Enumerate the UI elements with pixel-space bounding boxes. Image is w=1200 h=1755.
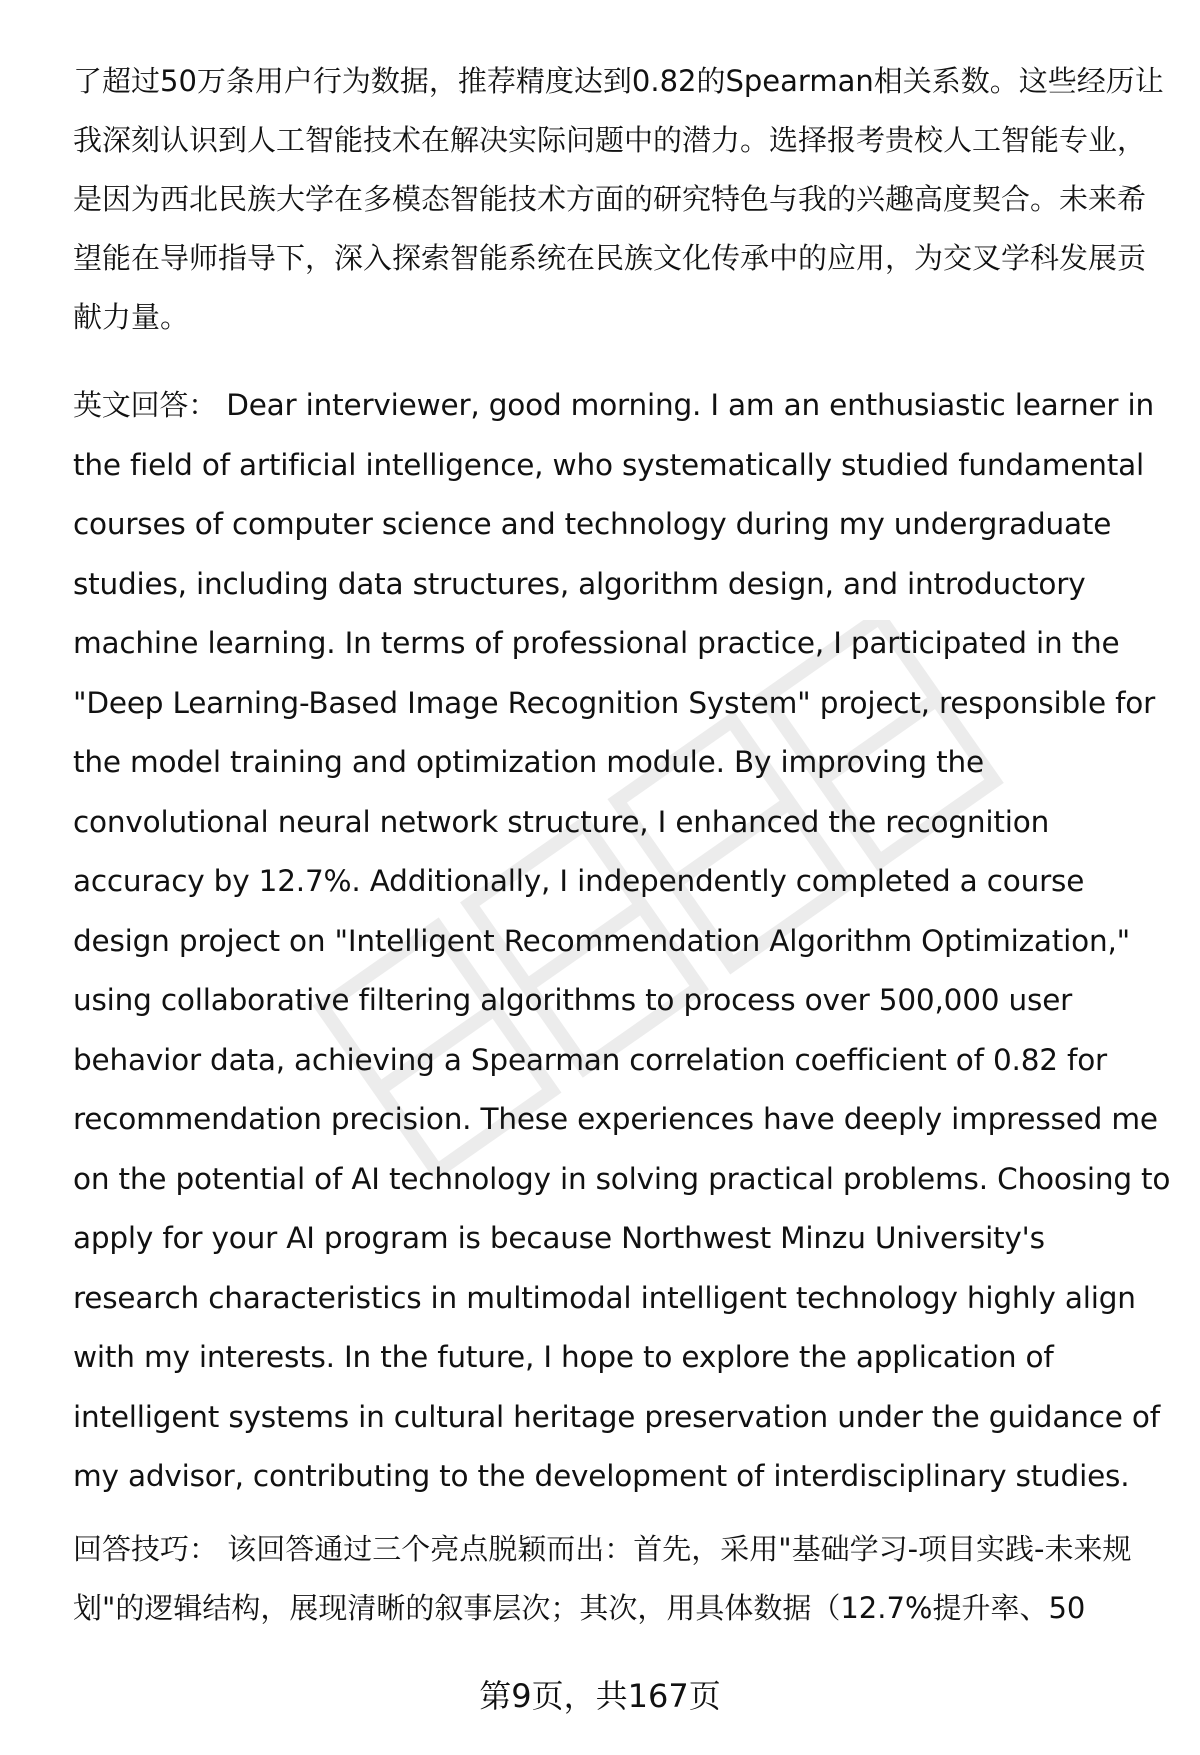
answer-tips-label: 回答技巧： [73,1532,219,1566]
chinese-answer-continuation: 了超过50万条用户行为数据，推荐精度达到0.82的Spearman相关系数。这些经历让我深刻认识到人工智能技术在解决实际问题中的潜力。选择报考贵校人工智能专业，是因为西北民族大学在多模态智能技术方面的研究特色与我的兴趣高度契合。未来希望能在导师指导下，深入探索智能系统在民族文化传承中的应用，为交叉学科发展贡献力量。 [73,64,1164,334]
english-answer-paragraph [73,376,1173,1507]
page-indicator: 第9页，共167页 [479,1677,721,1715]
english-answer-label: 英文回答： [73,388,218,422]
answer-tips-text: 该回答通过三个亮点脱颖而出：首先，采用"基础学习-项目实践-未来规划"的逻辑结构，展现清晰的叙事层次；其次，用具体数据（12.7%提升率、50 [73,1532,1132,1625]
answer-tips-paragraph [73,1520,1173,1638]
english-answer-text: Dear interviewer, good morning. I am an enthusiastic learner in the field of artificial intelligence, who systematically studied fundamental courses of computer science and technology during my undergraduate studies, including data structures, algorithm design, and introductory machine learning. In terms of professional practice, I participated in the "Deep Learning-Based Image Recognition System" project, responsible for the model training and optimization module. By improving the convolutional neural network structure, I enhanced the recognition accuracy by 12.7%. Additionally, I independently completed a course design project on "Intelligent Recommendation Algorithm Optimization," using collaborative filtering algorithms to process over 500,000 user behavior data, achieving a Spearman correlation coefficient of 0.82 for recommendation precision. These experiences have deeply impressed me on the potential of AI technology in solving practical problems. Choosing to apply for your AI program is because Northwest Minzu University's research characteristics in multimodal intelligent technology highly align with my interests. In the future, I hope to explore the application of intelligent systems in cultural heritage preservation under the guidance of my advisor, contributing to the development of interdisciplinary studies. [73,388,1171,1493]
